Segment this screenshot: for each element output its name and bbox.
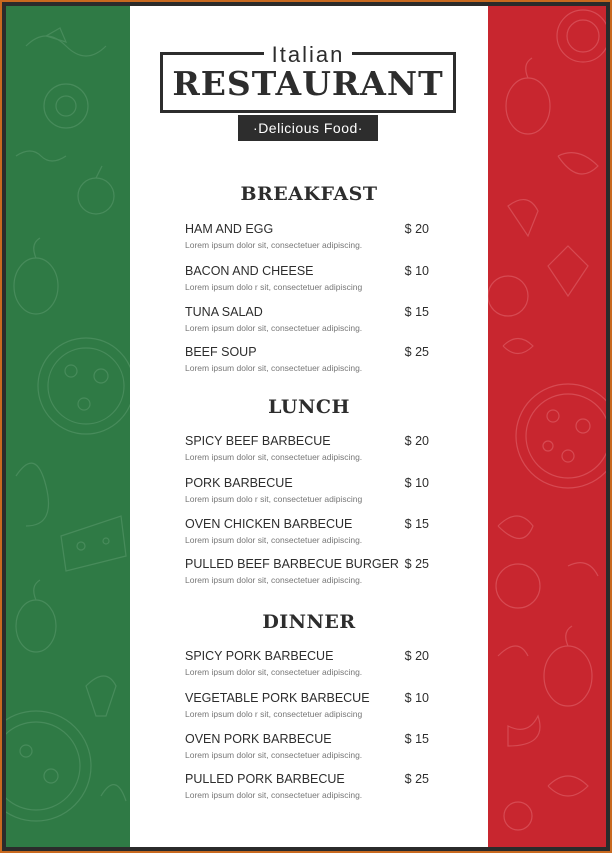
food-doodle-pattern-left [6,6,130,847]
section-title-breakfast: BREAKFAST [240,183,378,205]
item-description: Lorem ipsum dolor sit, consectetuer adipiscing. [185,667,363,677]
restaurant-title: RESTAURANT [172,64,444,103]
item-description: Lorem ipsum dolo r sit, consectetuer adipiscing [185,709,363,719]
item-price: $ 20 [404,434,429,448]
green-band [6,6,130,847]
item-name: PULLED PORK BARBECUE [185,772,345,786]
item-name: BACON AND CHEESE [185,264,314,278]
header-subtitle: Italian [271,42,345,67]
item-price: $ 15 [404,732,429,746]
item-price: $ 10 [404,691,429,705]
item-price: $ 25 [404,557,429,571]
item-name: SPICY PORK BARBECUE [185,649,334,663]
header-tagline: ·Delicious Food· [238,115,378,141]
item-description: Lorem ipsum dolor sit, consectetuer adipiscing. [185,575,363,585]
item-name: TUNA SALAD [185,305,263,319]
item-name: SPICY BEEF BARBECUE [185,434,331,448]
menu-item [185,263,429,297]
item-name: OVEN PORK BARBECUE [185,732,332,746]
menu-item [185,221,429,255]
menu-item [185,556,429,590]
menu-item [185,344,429,378]
red-band [488,6,606,847]
item-price: $ 10 [404,476,429,490]
menu-item [185,304,429,338]
item-description: Lorem ipsum dolor sit, consectetuer adipiscing. [185,452,363,462]
menu-item [185,771,429,805]
item-name: PULLED BEEF BARBECUE BURGER [185,557,399,571]
item-description: Lorem ipsum dolor sit, consectetuer adipiscing. [185,363,363,373]
item-price: $ 15 [404,517,429,531]
item-price: $ 10 [404,264,429,278]
menu-item [185,475,429,509]
item-description: Lorem ipsum dolor sit, consectetuer adipiscing. [185,790,363,800]
menu-item [185,433,429,467]
item-name: OVEN CHICKEN BARBECUE [185,517,353,531]
item-price: $ 20 [404,649,429,663]
item-price: $ 25 [404,772,429,786]
item-description: Lorem ipsum dolo r sit, consectetuer adipiscing [185,494,363,504]
item-name: PORK BARBECUE [185,476,293,490]
item-price: $ 15 [404,305,429,319]
item-price: $ 25 [404,345,429,359]
food-doodle-pattern-right [488,6,606,847]
menu-item [185,516,429,550]
item-description: Lorem ipsum dolo r sit, consectetuer adipiscing [185,282,363,292]
section-title-lunch: LUNCH [268,396,350,418]
item-description: Lorem ipsum dolor sit, consectetuer adipiscing. [185,240,363,250]
item-description: Lorem ipsum dolor sit, consectetuer adipiscing. [185,323,363,333]
menu-item [185,731,429,765]
item-name: HAM AND EGG [185,222,274,236]
item-name: VEGETABLE PORK BARBECUE [185,691,370,705]
section-title-dinner: DINNER [262,611,356,633]
menu-item [185,690,429,724]
item-description: Lorem ipsum dolor sit, consectetuer adipiscing. [185,750,363,760]
item-description: Lorem ipsum dolor sit, consectetuer adipiscing. [185,535,363,545]
item-price: $ 20 [404,222,429,236]
menu-item [185,648,429,682]
item-name: BEEF SOUP [185,345,257,359]
